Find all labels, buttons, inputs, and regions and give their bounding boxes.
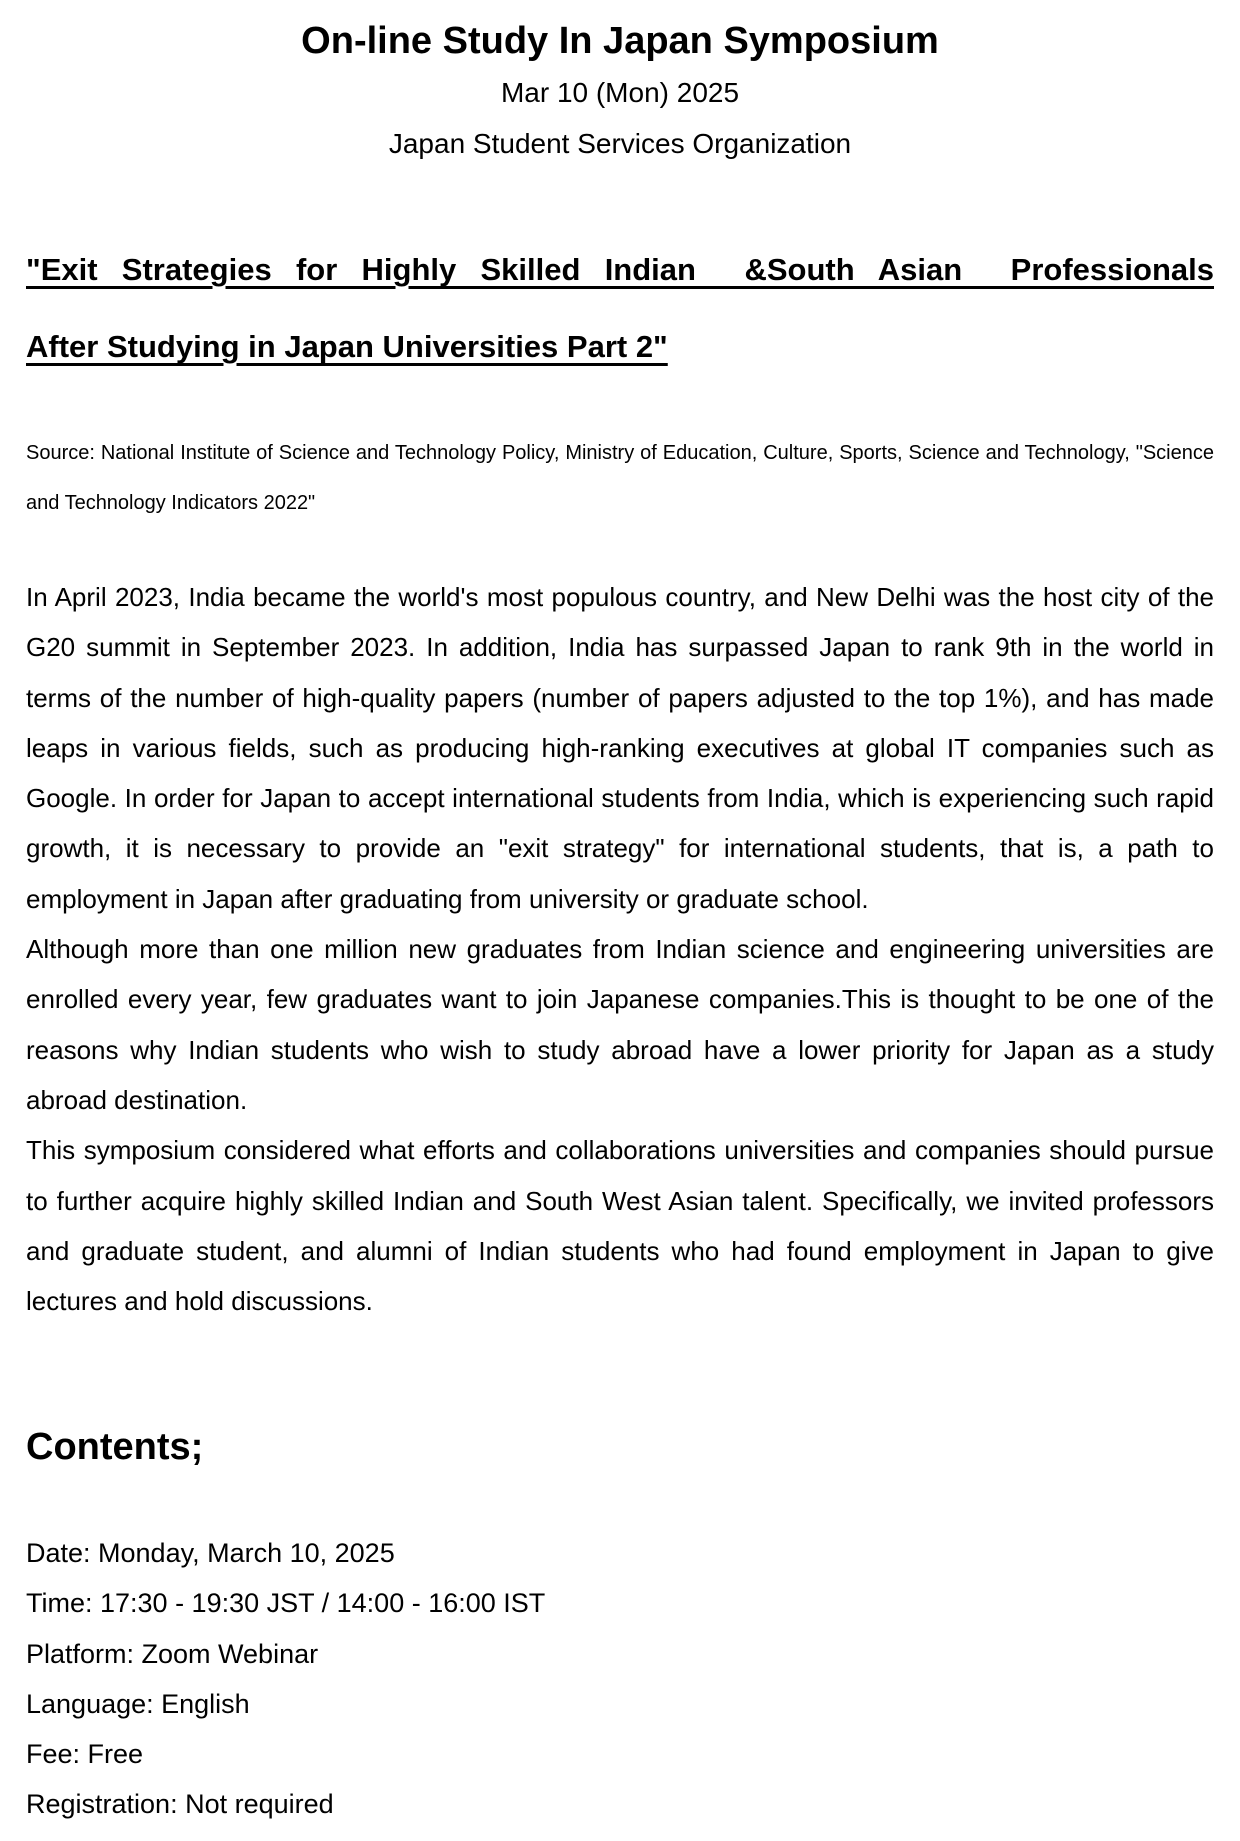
event-details-list <box>26 1528 1214 1830</box>
paragraph: In April 2023, India became the world's most populous country, and New Delhi was the host city of the G20 summit in September 2023. In addition, India has surpassed Japan to rank 9th in the world in terms of the number of high-quality papers (number of papers adjusted to the top 1%), and has made leaps in various fields, such as producing high-ranking executives at global IT companies such as Google. In order for Japan to accept international students from India, which is experiencing such rapid growth, it is necessary to provide an "exit strategy" for international students, that is, a path to employment in Japan after graduating from university or graduate school. <box>26 582 1214 914</box>
organizer: Japan Student Services Organization <box>388 128 852 159</box>
topic-heading-line-1: "Exit Strategies for Highly Skilled Indian &South Asian Professionals <box>26 252 1214 287</box>
event-date: Mar 10 (Mon) 2025 <box>500 77 740 108</box>
symposium-title: On-line Study In Japan Symposium <box>301 20 939 62</box>
detail-platform: Platform: Zoom Webinar <box>26 1638 319 1669</box>
detail-fee: Fee: Free <box>26 1739 144 1770</box>
topic-heading-line-2: After Studying in Japan Universities Part 2" <box>26 329 668 364</box>
body-text <box>26 572 1214 1326</box>
source-citation: Source: National Institute of Science and Technology Policy, Ministry of Education, Culture, Sports, Science and Technology, "Science and Technology Indicators 2022" <box>26 442 1214 514</box>
detail-language: Language: English <box>26 1688 250 1719</box>
contents-heading: Contents; <box>26 1426 204 1468</box>
paragraph: Although more than one million new graduates from Indian science and engineering universities are enrolled every year, few graduates want to join Japanese companies.This is thought to be one of the reasons why Indian students who wish to study abroad have a lower priority for Japan as a study abroad destination. <box>26 934 1214 1115</box>
detail-time: Time: 17:30 - 19:30 JST / 14:00 - 16:00 IST <box>26 1588 546 1619</box>
detail-date: Date: Monday, March 10, 2025 <box>26 1538 395 1568</box>
detail-registration: Registration: Not required <box>26 1789 334 1820</box>
paragraph: This symposium considered what efforts and collaborations universities and companies should pursue to further acquire highly skilled Indian and South West Asian talent. Specifically, we invited professors and graduate student, and alumni of Indian students who had found employment in Japan to give lectures and hold discussions. <box>26 1135 1214 1317</box>
